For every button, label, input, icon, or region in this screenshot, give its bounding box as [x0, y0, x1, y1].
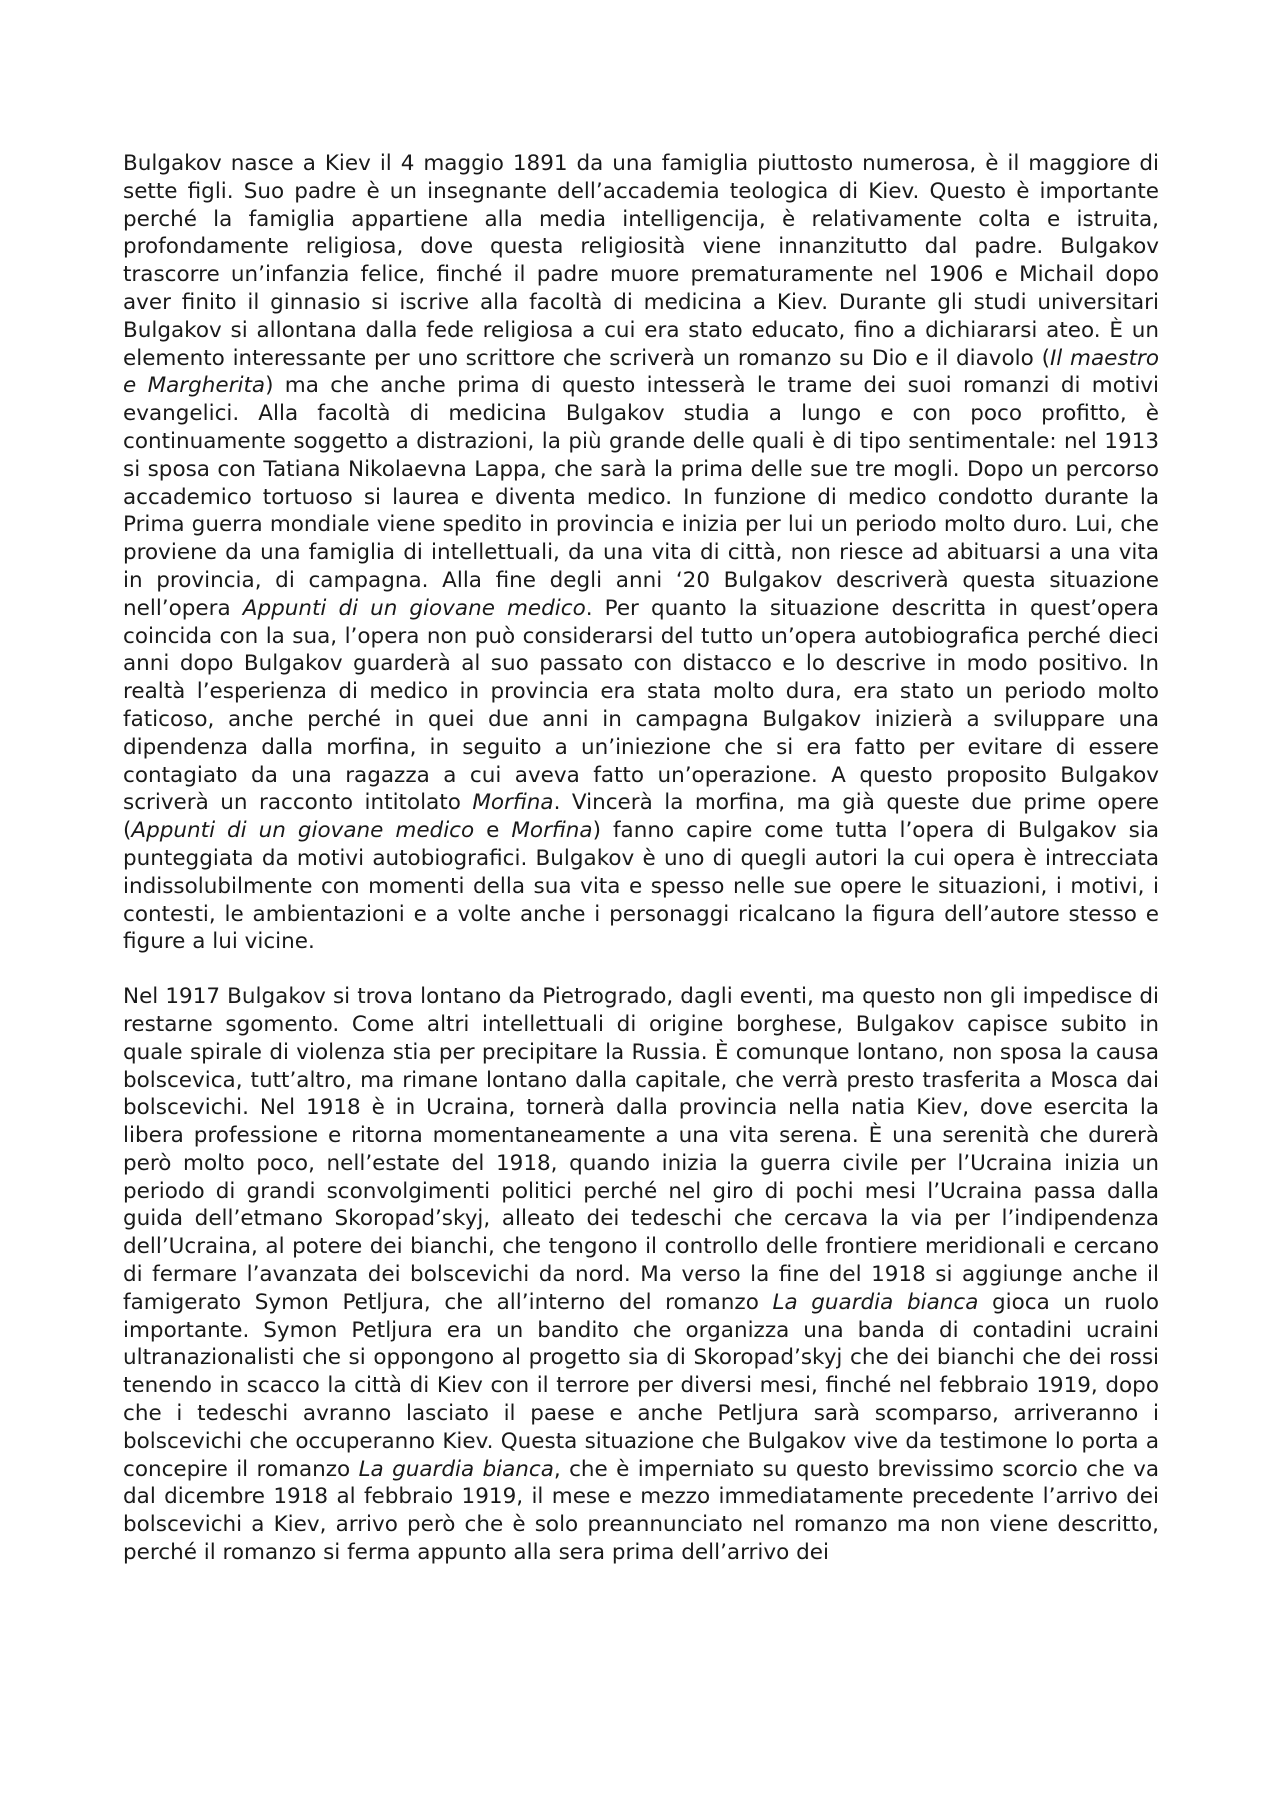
paragraph-2-text: , che è imperniato su questo brevissimo scorcio che va dal dicembre 1918 al febbraio 1919, il mese e mezzo immediatamente precedente l’arrivo dei bolscevichi a Kiev, arrivo però che è solo preannunciato nel romanzo ma non viene descritto, perché il romanzo si ferma appunto alla sera prima dell’arrivo dei	[123, 1456, 1159, 1566]
italic-title-morfina: Morfina	[472, 790, 554, 816]
italic-title-appunti-di-un-giovane-medico: Appunti di un giovane medico	[131, 818, 475, 844]
paragraph-1-text: e	[474, 818, 512, 844]
paragraph-1-text: ) fanno capire come tutta l’opera di Bulgakov sia punteggiata da motivi autobiografici. Bulgakov è uno di quegli autori la cui opera è intrecciata indissolubilmente con momenti della sua vita e spesso nelle sue opere le situazioni, i motivi, i contesti, le ambientazioni e a volte anche i personaggi ricalcano la figura dell’autore stesso e figure a lui vicine.	[123, 818, 1159, 955]
document-body	[123, 150, 1159, 1567]
paragraph-1-text: ) ma che anche prima di questo intesserà le trame dei suoi romanzi di motivi evangelici. Alla facoltà di medicina Bulgakov studia a lungo e con poco profitto, è continuamente soggetto a distrazioni, la più grande delle quali è di tipo sentimentale: nel 1913 si sposa con Tatiana Nikolaevna Lappa, che sarà la prima delle sue tre mogli. Dopo un percorso accademico tortuoso si laurea e diventa medico. In funzione di medico condotto durante la Prima guerra mondiale viene spedito in provincia e inizia per lui un periodo molto duro. Lui, che proviene da una famiglia di intellettuali, da una vita di città, non riesce ad abituarsi a una vita in provincia, di campagna. Alla fine degli anni ‘20 Bulgakov descriverà questa situazione nell’opera	[123, 373, 1159, 621]
italic-title-la-guardia-bianca: La guardia bianca	[358, 1456, 554, 1482]
paragraph-1-text: . Per quanto la situazione descritta in quest’opera coincida con la sua, l’opera non può considerarsi del tutto un’opera autobiografica perché dieci anni dopo Bulgakov guarderà al suo passato con distacco e lo descrive in modo positivo. In realtà l’esperienza di medico in provincia era stata molto dura, era stato un periodo molto faticoso, anche perché in quei due anni in campagna Bulgakov inizierà a sviluppare una dipendenza dalla morfina, in seguito a un’iniezione che si era fatto per evitare di essere contagiato da una ragazza a cui aveva fatto un’operazione. A questo proposito Bulgakov scriverà un racconto intitolato	[123, 595, 1160, 816]
paragraph-2-text: Nel 1917 Bulgakov si trova lontano da Pietrogrado, dagli eventi, ma questo non gli impedisce di restarne sgomento. Come altri intellettuali di origine borghese, Bulgakov capisce subito in quale spirale di violenza stia per precipitare la Russia. È comunque lontano, non sposa la causa bolscevica, tutt’altro, ma rimane lontano dalla capitale, che verrà presto trasferita a Mosca dai bolscevichi. Nel 1918 è in Ucraina, tornerà dalla provincia nella natia Kiev, dove esercita la libera professione e ritorna momentaneamente a una vita serena. È una serenità che durerà però molto poco, nell’estate del 1918, quando inizia la guerra civile per l’Ucraina inizia un periodo di grandi sconvolgimenti politici perché nel giro di pochi mesi l’Ucraina passa dalla guida dell’etmano Skoropad’skyj, alleato dei tedeschi che cercava la via per l’indipendenza dell’Ucraina, al potere dei bianchi, che tengono il controllo delle frontiere meridionali e cercano di fermare l’avanzata dei bolscevichi da nord. Ma verso la fine del 1918 si aggiunge anche il famigerato Symon Petljura, che all’interno del romanzo	[123, 984, 1159, 1315]
italic-title-il-maestro-e-margherita: Il maestro e Margherita	[123, 345, 1159, 399]
italic-title-la-guardia-bianca: La guardia bianca	[772, 1289, 979, 1315]
italic-title-morfina: Morfina	[511, 818, 593, 844]
paragraph-2	[123, 983, 1159, 1567]
italic-title-appunti-di-un-giovane-medico: Appunti di un giovane medico	[242, 595, 586, 621]
paragraph-1-text: Bulgakov nasce a Kiev il 4 maggio 1891 da una famiglia piuttosto numerosa, è il maggiore di sette figli. Suo padre è un insegnante dell’accademia teologica di Kiev. Questo è importante perché la famiglia appartiene alla media intelligencija, è relativamente colta e istruita, profondamente religiosa, dove questa religiosità viene innanzitutto dal padre. Bulgakov trascorre un’infanzia felice, finché il padre muore prematuramente nel 1906 e Michail dopo aver finito il ginnasio si iscrive alla facoltà di medicina a Kiev. Durante gli studi universitari Bulgakov si allontana dalla fede religiosa a cui era stato educato, fino a dichiararsi ateo. È un elemento interessante per uno scrittore che scriverà un romanzo su Dio e il diavolo (	[123, 151, 1159, 371]
paragraph-1-text: . Vincerà la morfina, ma già queste due prime opere (	[123, 790, 1159, 844]
paragraph-2-text: gioca un ruolo importante. Symon Petljura era un bandito che organizza una banda di contadini ucraini ultranazionalisti che si oppongono al progetto sia di Skoropad’skyj che dei bianchi che dei rossi tenendo in scacco la città di Kiev con il terrore per diversi mesi, finché nel febbraio 1919, dopo che i tedeschi avranno lasciato il paese e anche Petljura sarà scomparso, arriveranno i bolscevichi che occuperanno Kiev. Questa situazione che Bulgakov vive da testimone lo porta a concepire il romanzo	[123, 1289, 1159, 1482]
paragraph-1	[123, 150, 1159, 956]
